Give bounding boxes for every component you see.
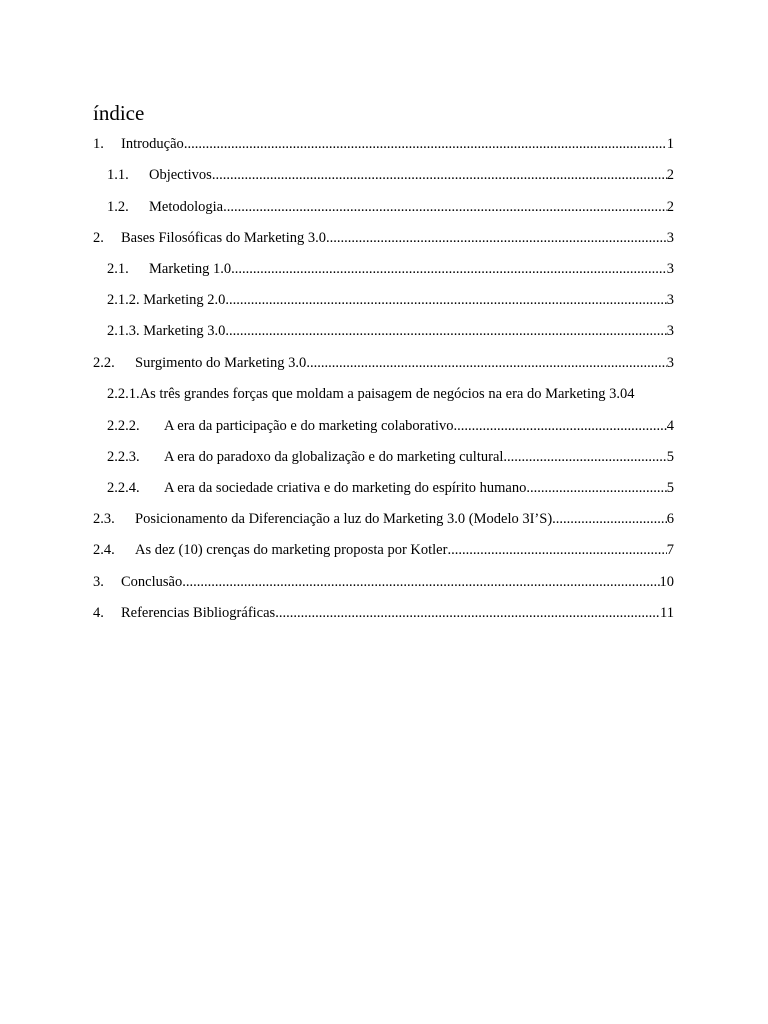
toc-entry-page: 3 [666, 230, 674, 246]
toc-entry-page: 7 [666, 542, 674, 558]
toc-leader-dots [225, 321, 666, 341]
toc-entry[interactable] [93, 134, 674, 154]
toc-entry-number: 3. [93, 574, 104, 590]
toc-entry-page: 6 [666, 511, 674, 527]
toc-entry-page: 3 [666, 355, 674, 371]
toc-leader-dots [223, 197, 667, 217]
toc-entry-text: Marketing 1.0 [149, 261, 232, 277]
toc-entry-page: 2 [666, 167, 674, 183]
toc-entry[interactable] [107, 384, 674, 404]
toc-entry-page: 10 [659, 574, 674, 590]
toc-entry-text: 2.1.2. Marketing 2.0 [107, 292, 226, 308]
toc-leader-dots [212, 165, 667, 185]
toc-entry-page: 3 [666, 292, 674, 308]
toc-entry-number: 2.1. [107, 261, 129, 277]
toc-entry-text: 2.1.3. Marketing 3.0 [107, 323, 226, 339]
toc-entry-text: A era do paradoxo da globalização e do marketing cultural [164, 449, 504, 465]
toc-entry-number: 2.2.4. [107, 480, 140, 496]
toc-leader-dots [552, 509, 667, 529]
toc-entry[interactable] [107, 165, 674, 185]
toc-entry-text: Posicionamento da Diferenciação a luz do Marketing 3.0 (Modelo 3I’S) [135, 511, 553, 527]
toc-leader-dots [231, 259, 667, 279]
toc-entry-text: A era da participação e do marketing colaborativo [164, 418, 454, 434]
toc-entry-text: As dez (10) crenças do marketing proposta por Kotler [135, 542, 448, 558]
toc-entry[interactable] [93, 603, 674, 623]
toc-entry[interactable] [107, 197, 674, 217]
toc-entry-text: Bases Filosóficas do Marketing 3.0 [121, 230, 326, 246]
toc-leader-dots [447, 540, 666, 560]
toc-title: índice [93, 101, 145, 125]
toc-entry[interactable] [93, 572, 674, 592]
toc-entry[interactable] [93, 228, 674, 248]
toc-entry-number: 1. [93, 136, 104, 152]
toc-leader-dots [526, 478, 666, 498]
toc-entry-page: 11 [660, 605, 674, 621]
toc-entry[interactable] [107, 416, 674, 436]
toc-entry-number: 2.4. [93, 542, 115, 558]
toc-entry-text: 2.2.1.As três grandes forças que moldam a paisagem de negócios na era do Marketing 3.0 [107, 386, 628, 402]
toc-leader-dots [503, 447, 666, 467]
toc-entry-number: 2.2.3. [107, 449, 140, 465]
toc-entry-number: 2.2. [93, 355, 115, 371]
toc-entry[interactable] [107, 478, 674, 498]
toc-entry-text: Referencias Bibliográficas [121, 605, 276, 621]
toc-leader-dots [453, 416, 666, 436]
toc-entry-number: 1.1. [107, 167, 129, 183]
toc-leader-dots [275, 603, 660, 623]
toc-entry[interactable] [93, 509, 674, 529]
toc-entry-number: 4. [93, 605, 104, 621]
toc-entry[interactable] [107, 259, 674, 279]
toc-entry-page: 2 [666, 199, 674, 215]
toc-entry[interactable] [93, 353, 674, 373]
toc-entry-text: A era da sociedade criativa e do marketing do espírito humano [164, 480, 527, 496]
toc-leader-dots [182, 572, 659, 592]
toc-leader-dots [225, 290, 666, 310]
toc-entry-text: Metodologia [149, 199, 224, 215]
toc-entry-number: 2.3. [93, 511, 115, 527]
toc-entry-text: Conclusão [121, 574, 183, 590]
toc-entry-number: 1.2. [107, 199, 129, 215]
toc-entry-number: 2. [93, 230, 104, 246]
toc-leader-dots [184, 134, 667, 154]
toc-entry-text: Surgimento do Marketing 3.0 [135, 355, 307, 371]
toc-entry-page: 4 [627, 386, 635, 402]
toc-entry[interactable] [107, 290, 674, 310]
toc-entry-page: 5 [666, 449, 674, 465]
toc-entry-page: 5 [666, 480, 674, 496]
toc-entry-page: 4 [666, 418, 674, 434]
toc-leader-dots [306, 353, 666, 373]
toc-entry-page: 3 [666, 323, 674, 339]
toc-entry-page: 3 [666, 261, 674, 277]
toc-entry-text: Introdução [121, 136, 184, 152]
toc-entry-text: Objectivos [149, 167, 212, 183]
toc-entry[interactable] [107, 321, 674, 341]
toc-entry-number: 2.2.2. [107, 418, 140, 434]
toc-entry[interactable] [93, 540, 674, 560]
toc-leader-dots [326, 228, 667, 248]
toc-entry[interactable] [107, 447, 674, 467]
toc-entry-page: 1 [666, 136, 674, 152]
